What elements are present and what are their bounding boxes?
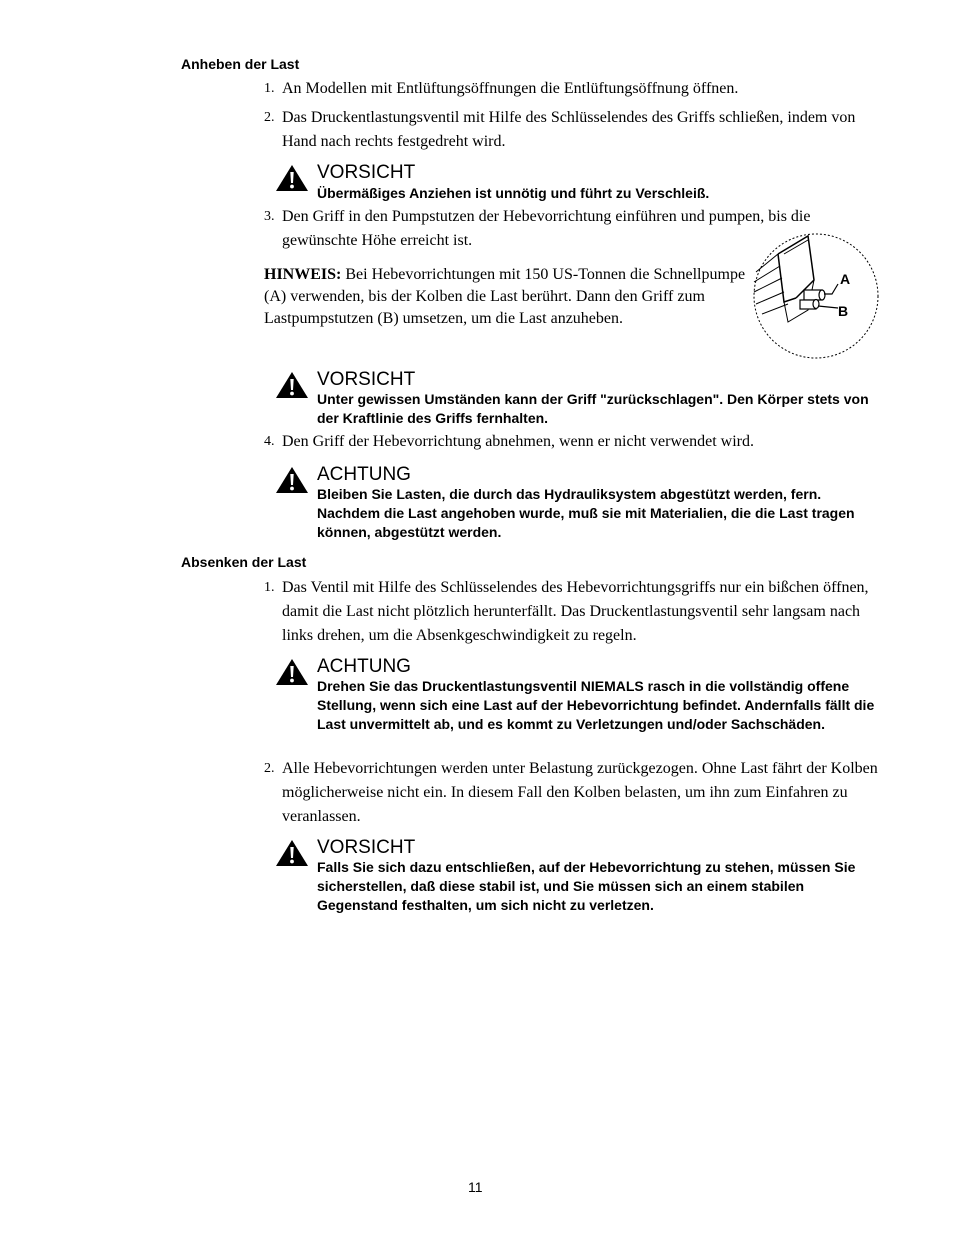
- list-item: [264, 77, 884, 101]
- step-number: 1.: [264, 81, 275, 96]
- page-number: 11: [468, 1179, 483, 1195]
- list-item: [264, 106, 884, 154]
- jack-pump-figure: [748, 232, 882, 360]
- step-number: 1.: [264, 580, 275, 595]
- step-text: Das Druckentlastungsventil mit Hilfe des Schlüsselendes des Griffs schließen, indem von Hand nach rechts festgedreht wird.: [282, 109, 856, 150]
- step-text: Das Ventil mit Hilfe des Schlüsselendes des Hebevorrichtungsgriffs nur ein bißchen öffnen, damit die Last nicht plötzlich herunterfällt. Das Druckentlastungsventil sehr langsam nach links drehen, um die Absenkgeschwindigkeit zu regeln.: [282, 579, 869, 644]
- warning-title: VORSICHT: [317, 837, 416, 858]
- warning-triangle-icon: [275, 657, 309, 687]
- step-text: Den Griff in den Pumpstutzen der Hebevorrichtung einführen und pumpen, bis die gewünschte Höhe erreicht ist.: [282, 208, 811, 249]
- figure-label-b: B: [838, 303, 849, 319]
- section-heading-lower: Absenken der Last: [181, 554, 307, 570]
- warning-text: Falls Sie sich dazu entschließen, auf der Hebevorrichtung zu stehen, müssen Sie sicherstellen, daß diese stabil ist, und Sie müssen sich an einem stabilen Gegenstand festhalten, um sich nicht zu verletzen.: [317, 859, 856, 913]
- step-number: 2.: [264, 761, 275, 776]
- list-item: [264, 757, 884, 829]
- step-text: Alle Hebevorrichtungen werden unter Belastung zurückgezogen. Ohne Last fährt der Kolben möglicherweise nicht ein. In diesem Fall den Kolben belasten, um ihn zum Einfahren zu veranlassen.: [282, 760, 878, 825]
- list-item: [264, 430, 884, 454]
- warning-text: Übermäßiges Anziehen ist unnötig und führt zu Verschleiß.: [317, 185, 710, 201]
- note-paragraph: [264, 264, 752, 330]
- warning-title: VORSICHT: [317, 369, 416, 390]
- warning-text: Drehen Sie das Druckentlastungsventil NIEMALS rasch in die vollständig offene Stellung, wenn sich eine Last auf der Hebevorrichtung befindet. Andernfalls fällt die Last unvermittelt ab, und es kommt zu Verletzungen und/oder Sachschäden.: [317, 678, 875, 732]
- warning-text: Unter gewissen Umständen kann der Griff "zurückschlagen". Den Körper stets von der Kraftlinie des Griffs fernhalten.: [317, 391, 869, 426]
- section-heading-raise: Anheben der Last: [181, 56, 300, 72]
- note-label: HINWEIS:: [264, 266, 342, 283]
- warning-title: VORSICHT: [317, 162, 416, 183]
- warning-triangle-icon: [275, 370, 309, 400]
- warning-triangle-icon: [275, 838, 309, 868]
- step-number: 2.: [264, 110, 275, 125]
- warning-text: Bleiben Sie Lasten, die durch das Hydrauliksystem abgestützt werden, fern. Nachdem die Last angehoben wurde, muß sie mit Materialien, die die Last tragen können, abgestützt werden.: [317, 486, 855, 540]
- warning-title: ACHTUNG: [317, 464, 411, 485]
- warning-triangle-icon: [275, 465, 309, 495]
- list-item: [264, 576, 884, 648]
- step-text: Den Griff der Hebevorrichtung abnehmen, wenn er nicht verwendet wird.: [282, 433, 754, 450]
- figure-label-a: A: [840, 271, 851, 287]
- warning-triangle-icon: [275, 163, 309, 193]
- note-text: Bei Hebevorrichtungen mit 150 US-Tonnen die Schnellpumpe (A) verwenden, bis der Kolben die Last berührt. Dann den Griff zum Lastpumpstutzen (B) umsetzen, um die Last anzuheben.: [264, 266, 746, 327]
- step-number: 3.: [264, 209, 275, 224]
- step-number: 4.: [264, 434, 275, 449]
- warning-title: ACHTUNG: [317, 656, 411, 677]
- step-text: An Modellen mit Entlüftungsöffnungen die Entlüftungsöffnung öffnen.: [282, 80, 739, 97]
